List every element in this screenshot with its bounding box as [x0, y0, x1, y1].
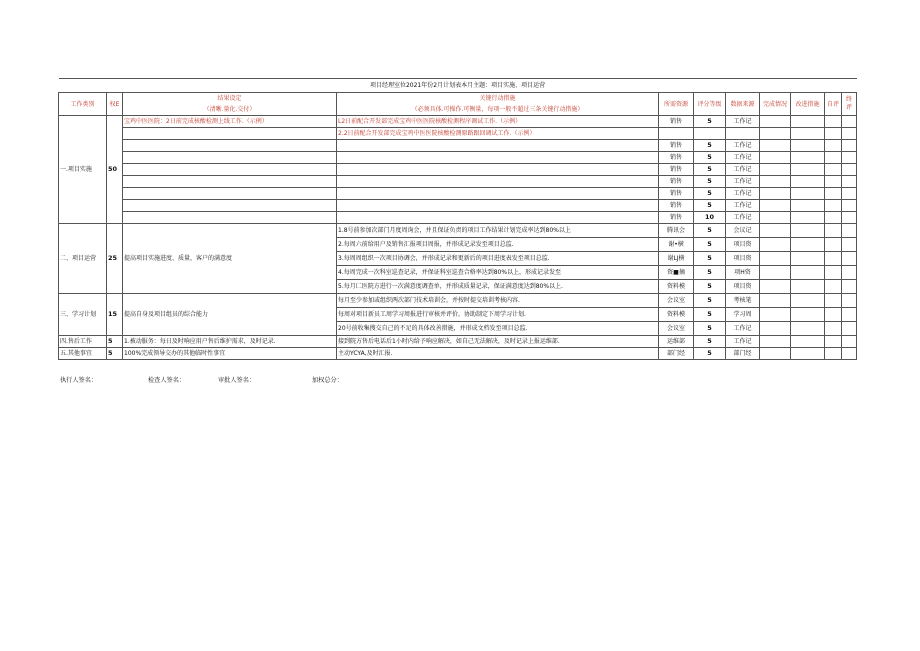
resource-cell: 销售 [659, 140, 694, 152]
final-eval-cell [842, 336, 857, 348]
weight-cell: 15 [107, 294, 123, 336]
score-cell [694, 128, 726, 140]
self-eval-cell [825, 266, 842, 280]
header-final-b: 评 [846, 104, 853, 111]
completion-cell [760, 188, 791, 200]
final-eval-cell [842, 280, 857, 294]
final-eval-cell [842, 348, 857, 360]
category-cell: 三、学习计划 [59, 294, 107, 336]
final-eval-cell [842, 308, 857, 322]
category-cell: 一.项目实施 [59, 116, 107, 224]
table-row [59, 348, 857, 360]
goal-cell: 1.被动服务：每日及时响应用户售后维护需求，及时记录. [123, 336, 337, 348]
action-cell: 每周对项目新员工周学习周报进行审核并评价，协助制定下周学习计划. [337, 308, 659, 322]
category-cell: 二、项目运营 [59, 224, 107, 294]
source-cell: 工作记 [726, 116, 760, 128]
action-cell: 5.每月匚医院方进行一次满意度调查单，并形成质量记录，保证满意度达到80%以上. [337, 280, 659, 294]
source-cell: 学习周 [726, 308, 760, 322]
improve-cell [791, 322, 825, 336]
sheet-title: 项目经理室位2021年份2月计划表本月主题：项目实施、项目运营 [59, 79, 857, 93]
action-cell [337, 140, 659, 152]
completion-cell [760, 224, 791, 238]
table-row [59, 176, 857, 188]
score-cell: 5 [694, 188, 726, 200]
header-final-eval [842, 93, 857, 116]
action-cell [337, 188, 659, 200]
self-eval-cell [825, 322, 842, 336]
goal-cell [123, 188, 337, 200]
weight-cell: 25 [107, 224, 123, 294]
score-cell: 5 [694, 200, 726, 212]
final-eval-cell [842, 200, 857, 212]
header-goal: 结果设定 [123, 93, 337, 105]
action-cell: 接到院方售后电话后1小时内给予响应解决，如自己无法解决，及时记录上报运维部. [337, 336, 659, 348]
improve-cell [791, 152, 825, 164]
score-cell: 5 [694, 336, 726, 348]
source-cell: 工作记 [726, 176, 760, 188]
improve-cell [791, 336, 825, 348]
resource-cell: 销售 [659, 200, 694, 212]
score-cell: 5 [694, 322, 726, 336]
header-weight: 权E [107, 93, 123, 116]
goal-cell: 100%完成领导交办的其他临时性事宜 [123, 348, 337, 360]
score-cell: 5 [694, 266, 726, 280]
score-cell: 5 [694, 294, 726, 308]
completion-cell [760, 212, 791, 224]
source-cell: 工作记 [726, 322, 760, 336]
final-eval-cell [842, 140, 857, 152]
goal-cell [123, 176, 337, 188]
improve-cell [791, 308, 825, 322]
source-cell: 项目资 [726, 280, 760, 294]
resource-cell [659, 128, 694, 140]
completion-cell [760, 128, 791, 140]
completion-cell [760, 322, 791, 336]
header-goal-sub: （清晰.量化.交付） [123, 104, 337, 116]
completion-cell [760, 164, 791, 176]
self-eval-cell [825, 176, 842, 188]
self-eval-cell [825, 152, 842, 164]
header-score: 评分等级 [694, 93, 726, 116]
score-cell: 5 [694, 140, 726, 152]
resource-cell: 会议室 [659, 322, 694, 336]
action-cell: 20号前收集搜交自己的不足的具体改善措施，并形成文档发至项目总监. [337, 322, 659, 336]
weight-cell: 50 [107, 116, 123, 224]
self-eval-cell [825, 224, 842, 238]
completion-cell [760, 308, 791, 322]
resource-cell: 销售 [659, 176, 694, 188]
source-cell: 项H资 [726, 266, 760, 280]
source-cell [726, 128, 760, 140]
final-eval-cell [842, 188, 857, 200]
final-eval-cell [842, 164, 857, 176]
resource-cell: 部门经 [659, 348, 694, 360]
action-cell [337, 152, 659, 164]
improve-cell [791, 238, 825, 252]
self-eval-cell [825, 280, 842, 294]
score-cell: 5 [694, 308, 726, 322]
final-eval-cell [842, 176, 857, 188]
final-eval-cell [842, 128, 857, 140]
source-cell: 工作记 [726, 140, 760, 152]
source-cell: 会议记 [726, 224, 760, 238]
action-cell: 2.2日前配合开发部完成宝鸡中医医院核酸检测原路跟回调试工作.（示例） [337, 128, 659, 140]
weight-cell: 5 [107, 336, 123, 348]
self-eval-cell [825, 294, 842, 308]
self-eval-cell [825, 308, 842, 322]
reviewer-signature-label: 检查人签名： [148, 377, 186, 384]
source-cell: 工作记 [726, 200, 760, 212]
goal-cell [123, 164, 337, 176]
score-cell: 5 [694, 224, 726, 238]
resource-cell: 腾讯会 [659, 224, 694, 238]
completion-cell [760, 336, 791, 348]
action-cell [337, 200, 659, 212]
action-cell: 3.每周周组织一次项目协调会，并形成记录和更新后的项目进度表发至项目总监. [337, 252, 659, 266]
action-cell [337, 164, 659, 176]
self-eval-cell [825, 116, 842, 128]
completion-cell [760, 176, 791, 188]
score-cell: 10 [694, 212, 726, 224]
header-self-eval: 自评 [825, 93, 842, 116]
category-cell: 四.售后工作 [59, 336, 107, 348]
header-resources: 所需资源 [659, 93, 694, 116]
self-eval-cell [825, 336, 842, 348]
completion-cell [760, 348, 791, 360]
header-actions: 关键行动措施 [337, 93, 659, 105]
header-category: 工作类别 [59, 93, 107, 116]
source-cell: 考核笔 [726, 294, 760, 308]
executor-signature-label: 执行人签名： [60, 377, 98, 384]
action-cell [337, 176, 659, 188]
improve-cell [791, 280, 825, 294]
source-cell: 工作记 [726, 212, 760, 224]
source-cell: 项目资 [726, 252, 760, 266]
table-row [59, 212, 857, 224]
auditor-signature-label: 审批人签名： [218, 377, 256, 384]
resource-cell: 会议室 [659, 294, 694, 308]
plan-table [58, 78, 857, 360]
goal-cell: 提高自身及项目组员的综合能力 [123, 294, 337, 336]
improve-cell [791, 176, 825, 188]
completion-cell [760, 294, 791, 308]
self-eval-cell [825, 238, 842, 252]
completion-cell [760, 152, 791, 164]
improve-cell [791, 188, 825, 200]
resource-cell: 销售 [659, 164, 694, 176]
final-eval-cell [842, 224, 857, 238]
action-cell: L2日前配合开发部完成宝鸡中医医院核酸检测程序调试工作.（示例） [337, 116, 659, 128]
resource-cell: 销售 [659, 152, 694, 164]
goal-cell: 提高项目实施进度、质量，客户的满意度 [123, 224, 337, 294]
resource-cell: 运维部 [659, 336, 694, 348]
action-cell: 1.8号前参加次部门月度周询会，并且保证负责的项目工作结果计划完成率达到80%以上 [337, 224, 659, 238]
final-eval-cell [842, 266, 857, 280]
self-eval-cell [825, 188, 842, 200]
source-cell: 工作记 [726, 164, 760, 176]
final-eval-cell [842, 212, 857, 224]
plan-sheet [58, 78, 856, 360]
completion-cell [760, 266, 791, 280]
improve-cell [791, 164, 825, 176]
table-row [59, 294, 857, 308]
completion-cell [760, 140, 791, 152]
action-cell: 主动YCYA,及时汇报. [337, 348, 659, 360]
weighted-total-label: 加权总分： [312, 377, 343, 384]
self-eval-cell [825, 348, 842, 360]
resource-cell: 资■摘 [659, 266, 694, 280]
goal-cell [123, 200, 337, 212]
goal-cell [123, 212, 337, 224]
final-eval-cell [842, 116, 857, 128]
goal-cell [123, 128, 337, 140]
self-eval-cell [825, 252, 842, 266]
final-eval-cell [842, 294, 857, 308]
weight-cell: 5 [107, 348, 123, 360]
final-eval-cell [842, 238, 857, 252]
score-cell: 5 [694, 152, 726, 164]
header-source: 数据来源 [726, 93, 760, 116]
table-row [59, 336, 857, 348]
completion-cell [760, 116, 791, 128]
score-cell: 5 [694, 280, 726, 294]
resource-cell: 资料模 [659, 280, 694, 294]
improve-cell [791, 200, 825, 212]
completion-cell [760, 238, 791, 252]
goal-cell [123, 140, 337, 152]
table-row [59, 140, 857, 152]
category-cell: 五.其他事宜 [59, 348, 107, 360]
final-eval-cell [842, 252, 857, 266]
table-row [59, 128, 857, 140]
score-cell: 5 [694, 348, 726, 360]
improve-cell [791, 252, 825, 266]
source-cell: 工作记 [726, 188, 760, 200]
table-row [59, 200, 857, 212]
table-row [59, 152, 857, 164]
improve-cell [791, 140, 825, 152]
table-row [59, 224, 857, 238]
header-actions-sub: （必须具体.可操作.可衡量，每项一般不超过三条关键行动措施） [337, 104, 659, 116]
source-cell: 工作记 [726, 152, 760, 164]
table-row [59, 116, 857, 128]
header-improve: 改进措施 [791, 93, 825, 116]
resource-cell: 资料模 [659, 308, 694, 322]
source-cell: 项目资 [726, 238, 760, 252]
completion-cell [760, 200, 791, 212]
improve-cell [791, 128, 825, 140]
score-cell: 5 [694, 164, 726, 176]
score-cell: 5 [694, 176, 726, 188]
table-row [59, 164, 857, 176]
self-eval-cell [825, 128, 842, 140]
table-row [59, 188, 857, 200]
improve-cell [791, 224, 825, 238]
completion-cell [760, 252, 791, 266]
resource-cell: 谢LJ横 [659, 252, 694, 266]
score-cell: 5 [694, 252, 726, 266]
goal-cell: 宝鸡中医医院：2日前完成核酸检测上线工作.（示例） [123, 116, 337, 128]
action-cell: 4.每周完成一次科室巡查记录，并保证科室巡查合格率达到80%以上，形成记录发至 [337, 266, 659, 280]
resource-cell: 销售 [659, 188, 694, 200]
completion-cell [760, 280, 791, 294]
improve-cell [791, 348, 825, 360]
source-cell: 部门经 [726, 348, 760, 360]
score-cell: 5 [694, 116, 726, 128]
self-eval-cell [825, 164, 842, 176]
improve-cell [791, 266, 825, 280]
final-eval-cell [842, 322, 857, 336]
improve-cell [791, 212, 825, 224]
source-cell: 工作记 [726, 336, 760, 348]
improve-cell [791, 116, 825, 128]
header-final-a: 终 [846, 96, 853, 103]
goal-cell [123, 152, 337, 164]
improve-cell [791, 294, 825, 308]
action-cell: 2.每周六前给用户及销售汇报项目周报，并形成记录发至项目总监. [337, 238, 659, 252]
final-eval-cell [842, 152, 857, 164]
resource-cell: 销售 [659, 116, 694, 128]
action-cell: 每月至少参加或组织两次部门技术培训会，并按时提交培训考核内容. [337, 294, 659, 308]
header-completion: 完成情况 [760, 93, 791, 116]
action-cell [337, 212, 659, 224]
self-eval-cell [825, 140, 842, 152]
score-cell: 5 [694, 238, 726, 252]
self-eval-cell [825, 212, 842, 224]
resource-cell: 谢•横 [659, 238, 694, 252]
resource-cell: 销售 [659, 212, 694, 224]
self-eval-cell [825, 200, 842, 212]
